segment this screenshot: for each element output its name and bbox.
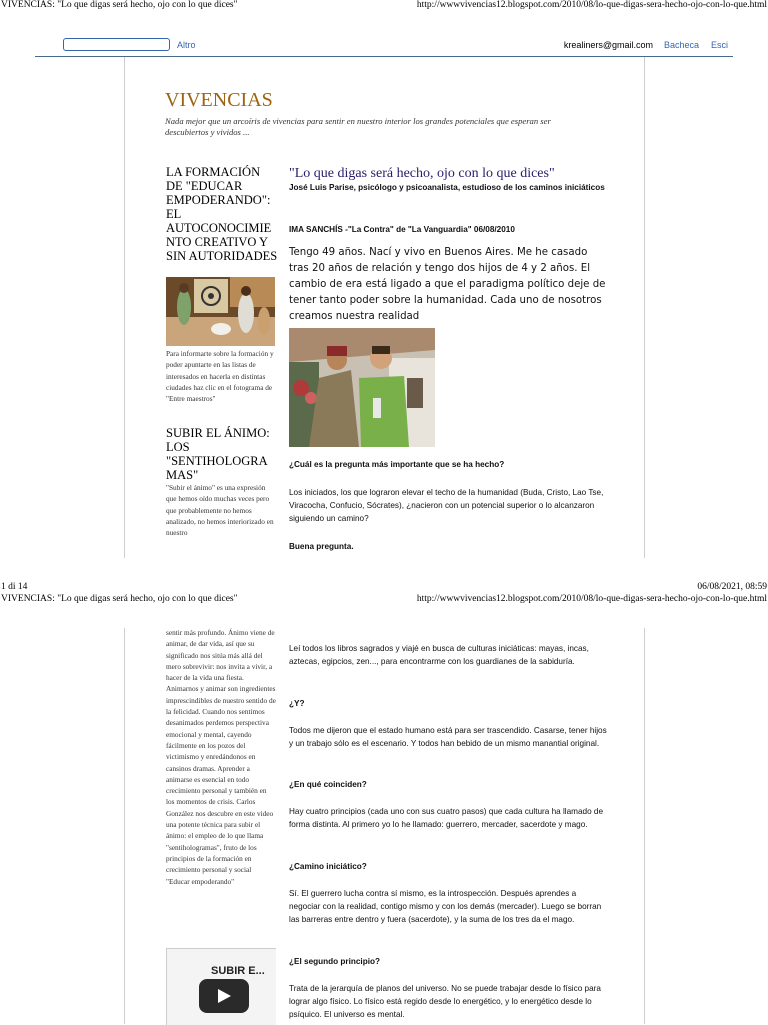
question-2: Buena pregunta. bbox=[289, 542, 354, 551]
sidebar-widget2-text: "Subir el ánimo" es una expresión que hemos oído muchas veces pero que probablemente no hemos analizado, no hemos interiorizado en nuestro bbox=[166, 483, 274, 538]
answer-2: Leí todos los libros sagrados y viajé en busca de culturas iniciáticas: mayas, incas, aztecas, egipcios, zen..., para encontrarme con los guardianes de la sabiduría. bbox=[289, 644, 589, 666]
question-1: ¿Cuál es la pregunta más importante que se ha hecho? bbox=[289, 460, 505, 469]
answer-3: Todos me dijeron que el estado humano está para ser trascendido. Casarse, tener hijos y un trabajo sólo es el escenario. Y todos han bebido de un mismo manantial original. bbox=[289, 726, 607, 748]
blogger-navbar bbox=[35, 36, 733, 57]
interview-photo bbox=[289, 328, 435, 447]
sign-out-link[interactable]: Esci bbox=[710, 40, 728, 50]
answer-1: Los iniciados, los que lograron elevar el techo de la humanidad (Buda, Cristo, Lao Tse, Viracocha, Confucio, Sócrates), ¿nacieron con un potencial superior o lo alcanzaron siguiendo un camino? bbox=[289, 488, 604, 523]
print-title: VIVENCIAS: "Lo que digas será hecho, ojo con lo que dices" bbox=[1, 0, 238, 10]
frame-right-line-2 bbox=[644, 628, 645, 1024]
video-embed[interactable] bbox=[166, 948, 276, 1025]
question-4: ¿En qué coinciden? bbox=[289, 780, 367, 789]
post-title: "Lo que digas será hecho, ojo con lo que dices" bbox=[289, 166, 555, 181]
post-intro: Tengo 49 años. Nací y vivo en Buenos Aires. Me he casado tras 20 años de relación y tengo dos hijos de 4 y 2 años. El cambio de era está ligado a que el paradigma político deje de tener tanto poder sobre la humanidad. Cada uno de nosotros creamos nuestra realidad bbox=[289, 247, 606, 322]
print-url: http://wwwvivencias12.blogspot.com/2010/08/lo-que-digas-sera-hecho-ojo-con-lo-que.html bbox=[416, 0, 767, 10]
video-title: SUBIR E... bbox=[211, 965, 265, 977]
answer-6: Trata de la jerarquía de planos del universo. No se puede trabajar desde lo físico para lograr algo físico. Lo físico está regido desde lo energético, y lo energético desde lo psíquico. El universo es mental. bbox=[289, 984, 601, 1019]
play-icon[interactable] bbox=[199, 979, 249, 1013]
entre-maestros-image[interactable] bbox=[166, 277, 275, 346]
blog-description: Nada mejor que un arcoíris de vivencias para sentir en nuestro interior los grandes potenciales que esperan ser descubiertos y vividos ... bbox=[165, 116, 551, 137]
post-byline: IMA SANCHÍS -"La Contra" de "La Vanguardia" 06/08/2010 bbox=[289, 225, 515, 234]
sidebar-widget2-title: SUBIR EL ÁNIMO: LOS "SENTIHOLOGRA MAS" bbox=[166, 426, 270, 482]
answer-5: Sí. El guerrero lucha contra sí mismo, es la introspección. Después aprendes a negociar con la realidad, contigo mismo y con los demás (mercader). Luego se borran las barreras entre dentro y fuera (sacerdote), y la suma de los tres da el mago. bbox=[289, 889, 602, 924]
dashboard-link[interactable]: Bacheca bbox=[663, 40, 699, 50]
print-url-2: http://wwwvivencias12.blogspot.com/2010/08/lo-que-digas-sera-hecho-ojo-con-lo-que.html bbox=[416, 594, 767, 604]
post-subtitle: José Luis Parise, psicólogo y psicoanalista, estudioso de los caminos iniciáticos bbox=[289, 183, 605, 192]
user-email: krealiners@gmail.com bbox=[563, 40, 653, 50]
question-6: ¿El segundo principio? bbox=[289, 957, 380, 966]
frame-left-line-2 bbox=[124, 628, 125, 1024]
page-number: 1 di 14 bbox=[1, 582, 28, 592]
blog-title[interactable]: VIVENCIAS bbox=[165, 89, 273, 111]
more-link[interactable]: Altro bbox=[177, 40, 196, 50]
sidebar-widget1-title: LA FORMACIÓN DE "EDUCAR EMPODERANDO": EL AUTOCONOCIMIE NTO CREATIVO Y SIN AUTORIDADES bbox=[166, 165, 278, 263]
question-3: ¿Y? bbox=[289, 699, 305, 708]
page-break bbox=[0, 558, 768, 582]
question-5: ¿Camino iniciático? bbox=[289, 862, 367, 871]
frame-left-line bbox=[124, 57, 125, 558]
print-datetime: 06/08/2021, 08:59 bbox=[697, 582, 767, 592]
frame-right-line bbox=[644, 57, 645, 558]
print-title-2: VIVENCIAS: "Lo que digas será hecho, ojo con lo que dices" bbox=[1, 594, 238, 604]
sidebar-widget2-text-cont: sentir más profundo. Ánimo viene de animar, de dar vida, así que su significado nos sitúa más allá del mero sobrevivir: nos invita a vivir, a hacer de la vida una fiesta. Animarnos y animar son ingredientes imprescindibles de nuestro sentido de la felicidad. Cuando nos sentimos desanimados perdemos perspectiva emocional y mental, cayendo fácilmente en los pozos del victimismo y enredándonos en cansinos dramas. Aprender a animarse es esencial en todo crecimiento personal y también en los momentos de crisis. Carlos González nos descubre en este video una potente técnica para subir el ánimo: el empleo de lo que llama "sentihologramas", fruto de los principios de la formación en crecimiento personal y social "Educar empoderando" bbox=[166, 628, 276, 886]
answer-4: Hay cuatro principios (cada uno con sus cuatro pasos) que cada cultura ha llamado de forma distinta. Al primero yo lo he llamado: guerrero, mercader, sacerdote y mago. bbox=[289, 807, 604, 829]
search-input[interactable] bbox=[63, 38, 170, 51]
sidebar-widget1-text: Para informarte sobre la formación y poder apuntarte en las listas de interesados en hacerla en distintas ciudades haz clic en el fotograma de "Entre maestros" bbox=[166, 349, 274, 404]
